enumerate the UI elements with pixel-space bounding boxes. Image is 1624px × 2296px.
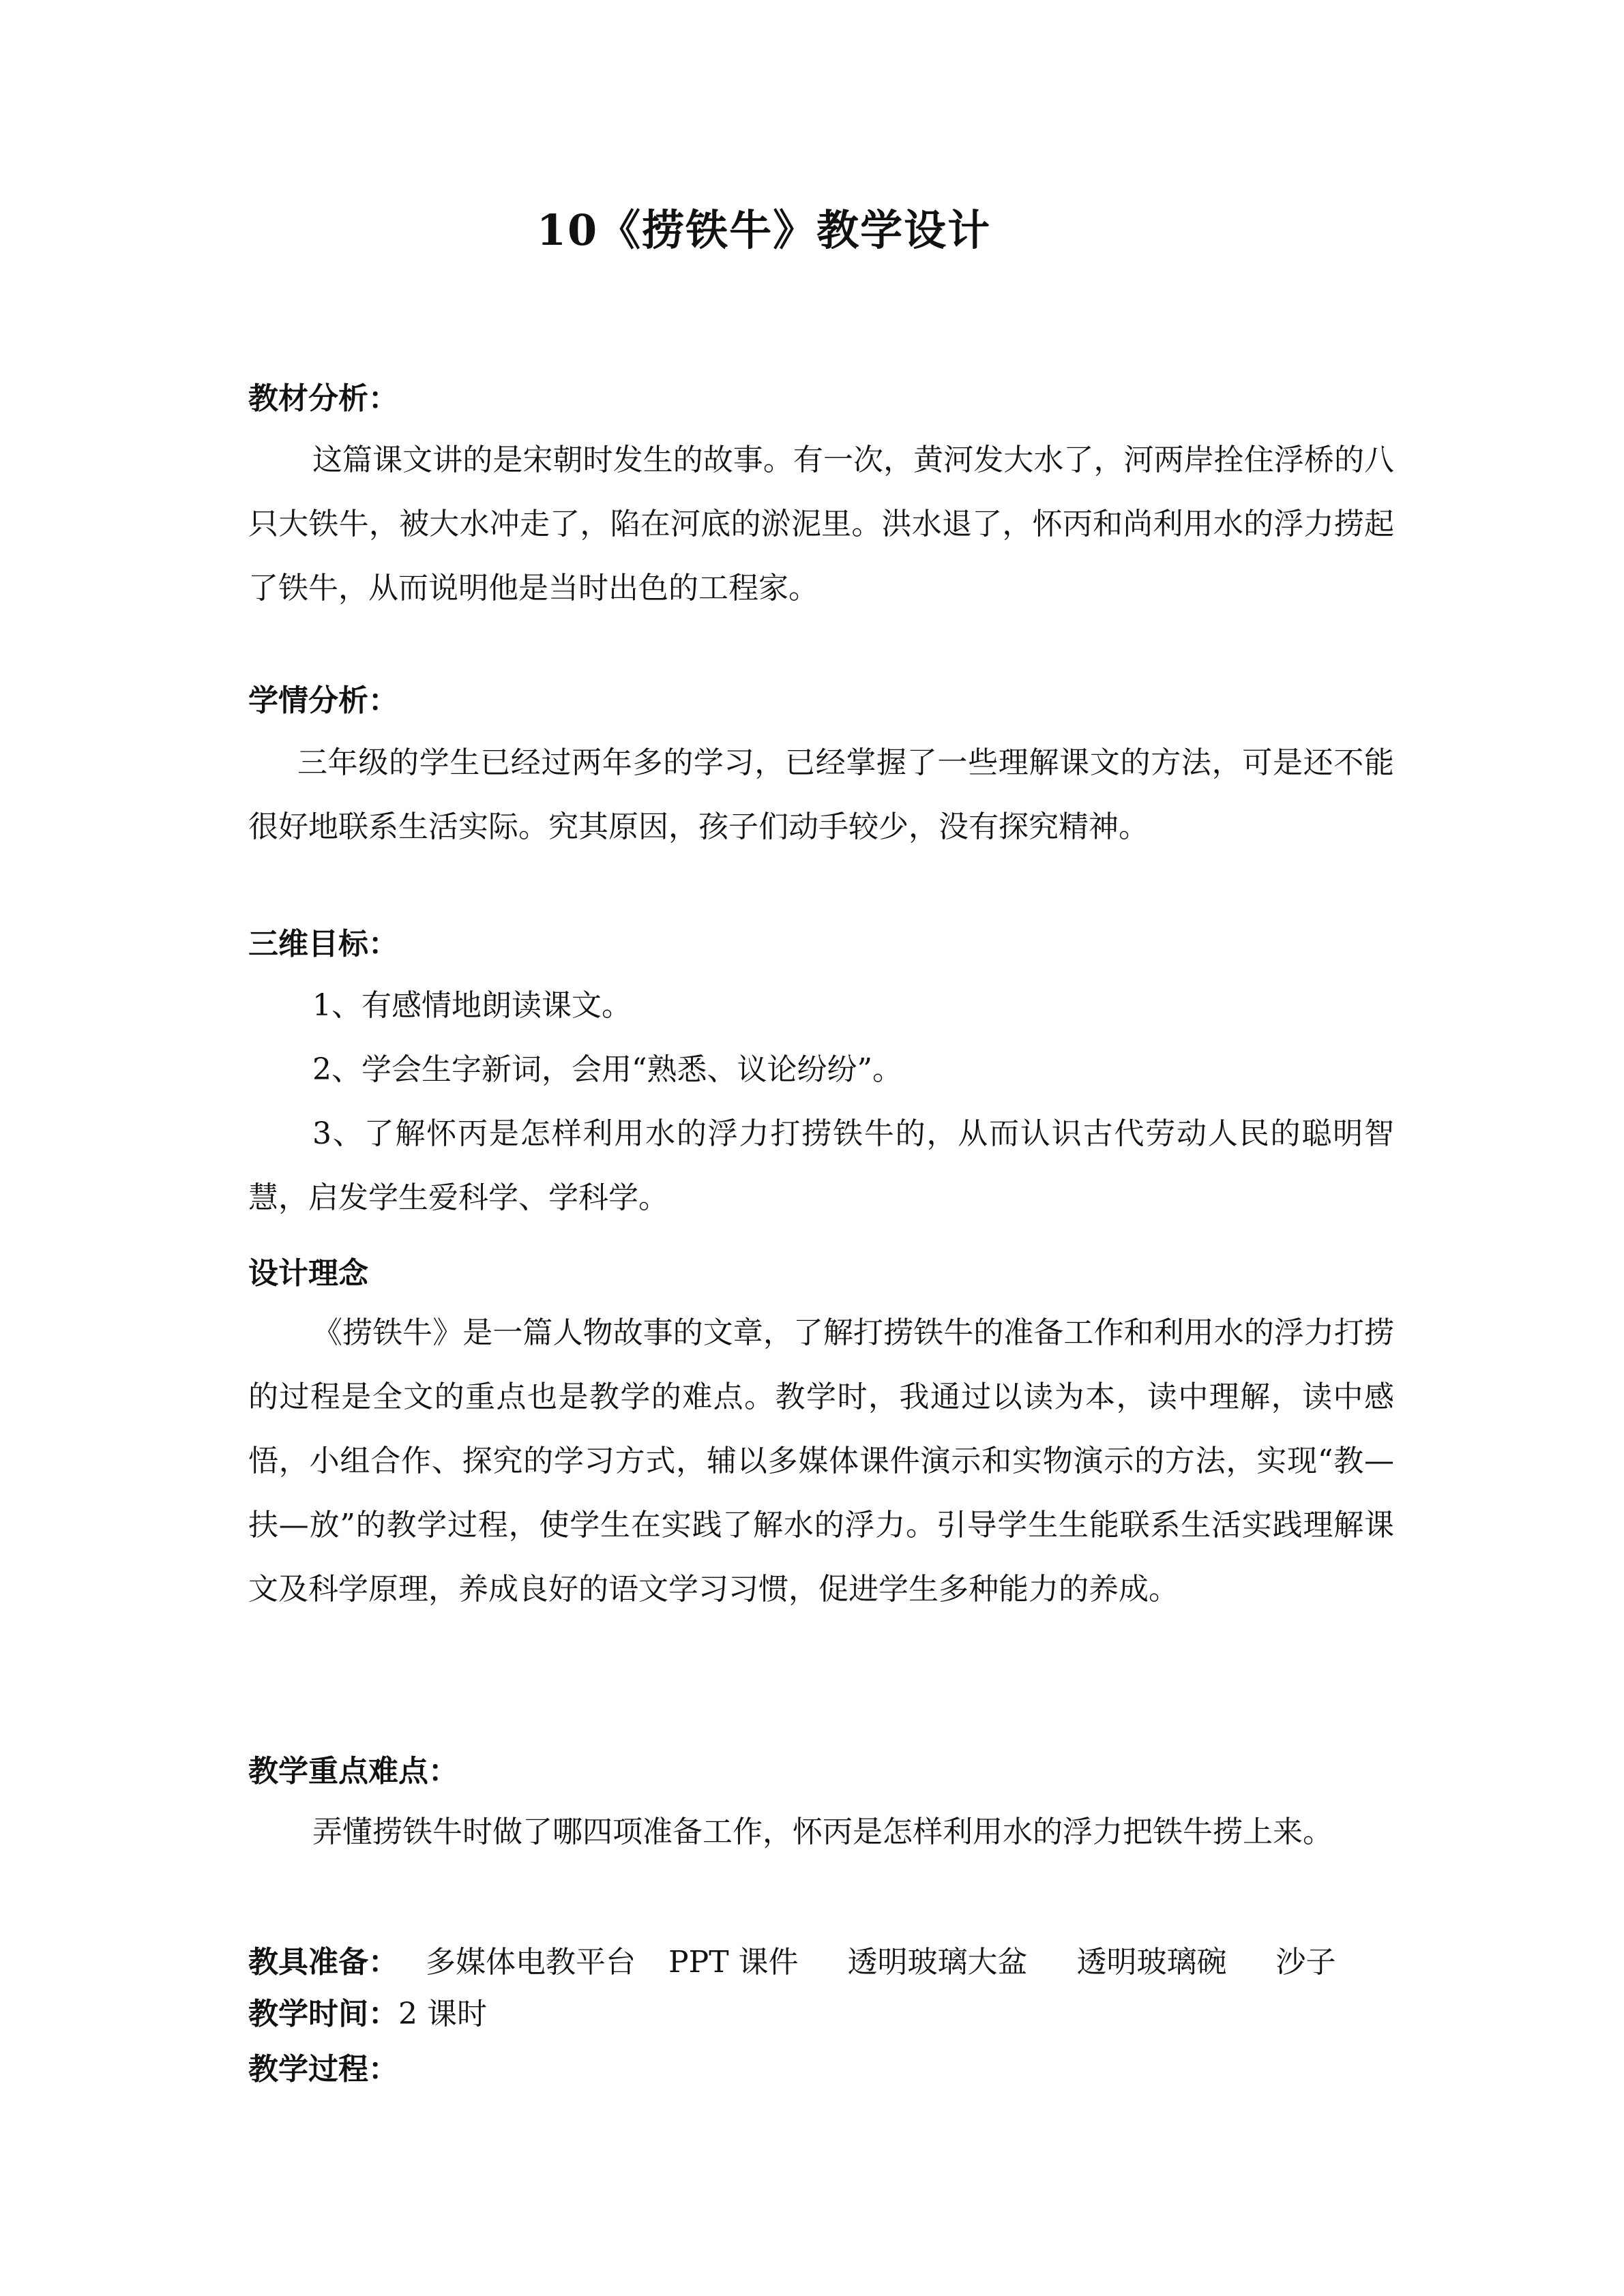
tool-item: 透明玻璃大盆 (847, 1945, 1028, 1980)
paragraph-student-analysis: 三年级的学生已经过两年多的学习，已经掌握了一些理解课文的方法，可是还不能很好地联系生活实际。究其原因，孩子们动手较少，没有探究精神。 (248, 745, 1394, 844)
heading-goals: 三维目标： (248, 927, 398, 961)
tool-item: PPT 课件 (668, 1945, 799, 1980)
tool-item: 透明玻璃碗 (1076, 1945, 1227, 1980)
tool-item: 沙子 (1275, 1945, 1336, 1980)
heading-student-analysis: 学情分析： (248, 683, 398, 718)
goal-item-2: 2、学会生字新词，会用“熟悉、议论纷纷”。 (312, 1052, 902, 1087)
paragraph-design-concept: 《捞铁牛》是一篇人物故事的文章，了解打捞铁牛的准备工作和利用水的浮力打捞的过程是全文的重点也是教学的难点。教学时，我通过以读为本，读中理解，读中感悟，小组合作、探究的学习方式，辅以多媒体课件演示和实物演示的方法，实现“教—扶—放”的教学过程，使学生在实践了解水的浮力。引导学生生能联系生活实践理解课文及科学原理，养成良好的语文学习习惯，促进学生多种能力的养成。 (248, 1315, 1394, 1607)
time-label: 教学时间： (248, 1997, 398, 2031)
heading-design-concept: 设计理念 (248, 1256, 368, 1291)
tools-line (248, 1942, 1336, 1983)
heading-material-analysis: 教材分析： (248, 381, 398, 416)
paragraph-key-points: 弄懂捞铁牛时做了哪四项准备工作，怀丙是怎样利用水的浮力把铁牛捞上来。 (312, 1815, 1333, 1849)
document-title: 10《捞铁牛》教学设计 (536, 205, 992, 255)
time-line (248, 1994, 487, 2035)
tools-label: 教具准备： (248, 1945, 398, 1980)
goal-item-1: 1、有感情地朗读课文。 (312, 988, 632, 1023)
paragraph-material-analysis: 这篇课文讲的是宋朝时发生的故事。有一次，黄河发大水了，河两岸拴住浮桥的八只大铁牛，被大水冲走了，陷在河底的淤泥里。洪水退了，怀丙和尚利用水的浮力捞起了铁牛，从而说明他是当时出色的工程家。 (248, 443, 1394, 606)
goal-item-3: 3、了解怀丙是怎样利用水的浮力打捞铁牛的，从而认识古代劳动人民的聪明智慧，启发学生爱科学、学科学。 (248, 1116, 1394, 1215)
heading-process: 教学过程： (248, 2052, 398, 2087)
heading-key-points: 教学重点难点： (248, 1754, 458, 1789)
tool-item: 多媒体电教平台 (426, 1945, 636, 1980)
time-value: 2 课时 (398, 1997, 487, 2031)
